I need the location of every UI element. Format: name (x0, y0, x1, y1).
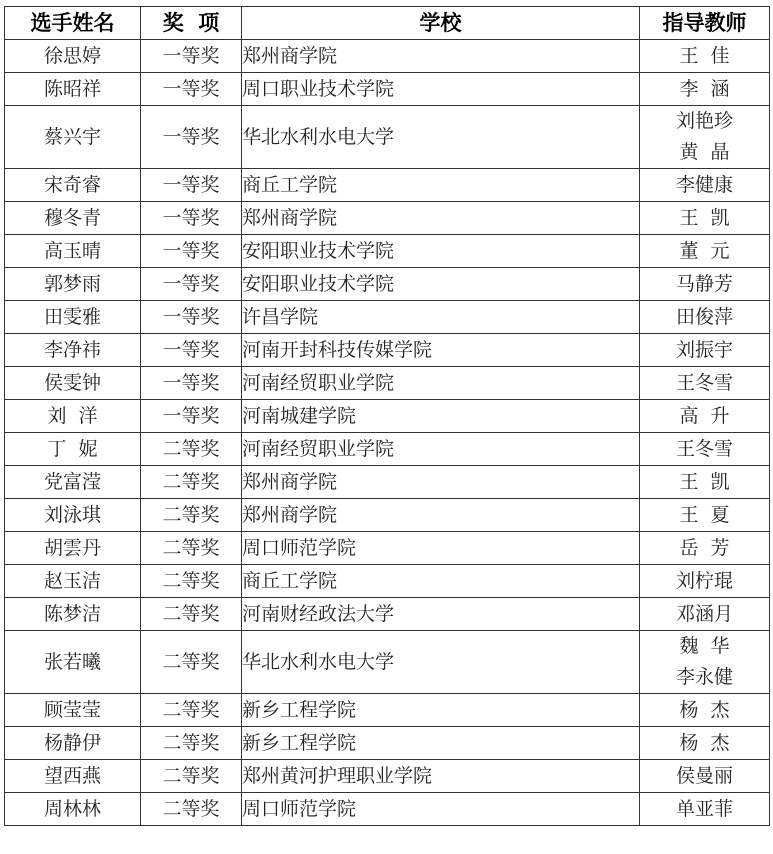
school-cell: 周口职业技术学院 (242, 73, 640, 106)
awards-table (4, 6, 770, 826)
table-row (5, 169, 770, 202)
advisor-name: 刘艳珍 (675, 110, 733, 132)
advisor-cell (640, 694, 770, 727)
table-row (5, 598, 770, 631)
table-row (5, 400, 770, 433)
award-cell: 一等奖 (141, 334, 242, 367)
contestant-name-cell: 刘泳琪 (5, 499, 141, 532)
award-cell: 一等奖 (141, 367, 242, 400)
advisor-cell (640, 793, 770, 826)
awards-table-wrapper (4, 6, 770, 826)
advisor-cell (640, 334, 770, 367)
contestant-name-cell: 田雯雅 (5, 301, 141, 334)
award-cell: 二等奖 (141, 793, 242, 826)
contestant-name-cell: 望西燕 (5, 760, 141, 793)
awards-table-body (5, 40, 770, 826)
school-cell: 郑州商学院 (242, 202, 640, 235)
contestant-name-cell: 侯雯钟 (5, 367, 141, 400)
advisor-name: 侯曼丽 (675, 764, 733, 787)
advisor-name: 刘柠琨 (675, 569, 733, 592)
award-cell: 二等奖 (141, 598, 242, 631)
contestant-name-cell: 陈梦洁 (5, 598, 141, 631)
advisor-cell (640, 301, 770, 334)
school-cell: 商丘工学院 (242, 169, 640, 202)
award-cell: 二等奖 (141, 760, 242, 793)
award-cell: 一等奖 (141, 268, 242, 301)
school-cell: 郑州商学院 (242, 466, 640, 499)
advisor-cell (640, 169, 770, 202)
advisor-cell (640, 727, 770, 760)
award-cell: 一等奖 (141, 106, 242, 169)
advisor-name: 杨 杰 (679, 698, 730, 721)
advisor-cell (640, 532, 770, 565)
advisor-name: 马静芳 (675, 272, 733, 295)
advisor-cell (640, 598, 770, 631)
school-cell: 河南开封科技传媒学院 (242, 334, 640, 367)
contestant-name-cell: 李净祎 (5, 334, 141, 367)
contestant-name-cell: 蔡兴宇 (5, 106, 141, 169)
award-cell: 一等奖 (141, 40, 242, 73)
award-cell: 二等奖 (141, 727, 242, 760)
school-cell: 河南经贸职业学院 (242, 367, 640, 400)
school-cell: 安阳职业技术学院 (242, 268, 640, 301)
advisor-name: 邓涵月 (675, 602, 733, 625)
table-row (5, 73, 770, 106)
advisor-name: 岳 芳 (679, 536, 730, 559)
contestant-name-cell: 胡雲丹 (5, 532, 141, 565)
header-award: 奖 项 (141, 7, 242, 40)
award-cell: 二等奖 (141, 694, 242, 727)
advisor-name: 李永健 (675, 666, 733, 688)
contestant-name-cell: 郭梦雨 (5, 268, 141, 301)
table-row (5, 499, 770, 532)
advisor-name: 李健康 (675, 173, 733, 196)
advisor-cell (640, 400, 770, 433)
contestant-name-cell: 杨静伊 (5, 727, 141, 760)
advisor-cell (640, 367, 770, 400)
advisor-cell (640, 433, 770, 466)
school-cell: 安阳职业技术学院 (242, 235, 640, 268)
header-row (5, 7, 770, 40)
award-cell: 二等奖 (141, 565, 242, 598)
header-school: 学校 (242, 7, 640, 40)
award-cell: 一等奖 (141, 301, 242, 334)
table-row (5, 433, 770, 466)
advisor-name: 单亚菲 (675, 797, 733, 820)
contestant-name-cell: 党富滢 (5, 466, 141, 499)
school-cell: 商丘工学院 (242, 565, 640, 598)
award-cell: 一等奖 (141, 73, 242, 106)
contestant-name-cell: 张若曦 (5, 631, 141, 694)
table-row (5, 565, 770, 598)
advisor-name: 李 涵 (679, 77, 730, 100)
table-row (5, 202, 770, 235)
header-advisor: 指导教师 (640, 7, 770, 40)
contestant-name-cell: 顾莹莹 (5, 694, 141, 727)
table-row (5, 793, 770, 826)
advisor-name: 王 凯 (679, 470, 730, 493)
header-contestant-name: 选手姓名 (5, 7, 141, 40)
school-cell: 郑州商学院 (242, 40, 640, 73)
award-cell: 一等奖 (141, 400, 242, 433)
contestant-name-cell: 丁 妮 (5, 433, 141, 466)
award-cell: 二等奖 (141, 466, 242, 499)
table-row (5, 40, 770, 73)
advisor-name: 刘振宇 (675, 338, 733, 361)
table-row (5, 466, 770, 499)
award-cell: 二等奖 (141, 499, 242, 532)
contestant-name-cell: 徐思婷 (5, 40, 141, 73)
contestant-name-cell: 穆冬青 (5, 202, 141, 235)
school-cell: 华北水利水电大学 (242, 106, 640, 169)
advisor-name: 王 夏 (679, 503, 730, 526)
school-cell: 郑州黄河护理职业学院 (242, 760, 640, 793)
advisor-cell (640, 268, 770, 301)
award-cell: 一等奖 (141, 202, 242, 235)
table-row (5, 694, 770, 727)
advisor-name: 杨 杰 (679, 731, 730, 754)
table-row (5, 301, 770, 334)
advisor-cell (640, 760, 770, 793)
advisor-name: 高 升 (679, 404, 730, 427)
school-cell: 河南财经政法大学 (242, 598, 640, 631)
school-cell: 郑州商学院 (242, 499, 640, 532)
advisor-name: 王 凯 (679, 206, 730, 229)
contestant-name-cell: 陈昭祥 (5, 73, 141, 106)
table-row (5, 106, 770, 169)
contestant-name-cell: 周林林 (5, 793, 141, 826)
advisor-cell (640, 40, 770, 73)
table-row (5, 334, 770, 367)
school-cell: 周口师范学院 (242, 793, 640, 826)
advisor-cell (640, 73, 770, 106)
award-cell: 二等奖 (141, 433, 242, 466)
advisor-name: 王冬雪 (675, 437, 733, 460)
table-row (5, 727, 770, 760)
contestant-name-cell: 赵玉洁 (5, 565, 141, 598)
advisor-name: 魏 华 (679, 635, 730, 657)
table-row (5, 268, 770, 301)
table-row (5, 367, 770, 400)
advisor-cell (640, 466, 770, 499)
award-cell: 二等奖 (141, 532, 242, 565)
advisor-name: 董 元 (679, 239, 730, 262)
award-cell: 一等奖 (141, 169, 242, 202)
advisor-name: 黄 晶 (679, 141, 730, 163)
table-row (5, 760, 770, 793)
advisor-name: 田俊萍 (675, 305, 733, 328)
advisor-cell (640, 631, 770, 694)
contestant-name-cell: 宋奇睿 (5, 169, 141, 202)
school-cell: 新乡工程学院 (242, 694, 640, 727)
advisor-name: 王 佳 (679, 44, 730, 67)
award-cell: 二等奖 (141, 631, 242, 694)
advisor-cell (640, 499, 770, 532)
advisor-cell (640, 106, 770, 169)
award-cell: 一等奖 (141, 235, 242, 268)
advisor-cell (640, 202, 770, 235)
school-cell: 河南城建学院 (242, 400, 640, 433)
advisor-cell (640, 565, 770, 598)
contestant-name-cell: 高玉晴 (5, 235, 141, 268)
school-cell: 周口师范学院 (242, 532, 640, 565)
table-row (5, 532, 770, 565)
school-cell: 新乡工程学院 (242, 727, 640, 760)
advisor-name: 王冬雪 (675, 371, 733, 394)
table-row (5, 235, 770, 268)
school-cell: 华北水利水电大学 (242, 631, 640, 694)
table-row (5, 631, 770, 694)
contestant-name-cell: 刘 洋 (5, 400, 141, 433)
school-cell: 河南经贸职业学院 (242, 433, 640, 466)
advisor-cell (640, 235, 770, 268)
school-cell: 许昌学院 (242, 301, 640, 334)
